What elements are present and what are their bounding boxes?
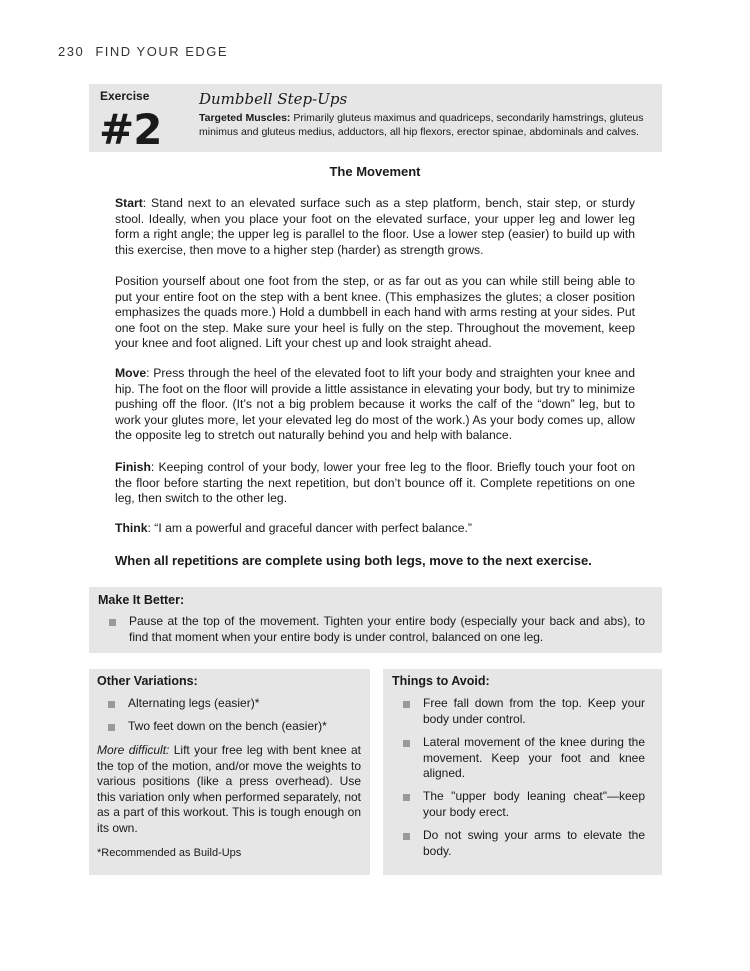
list-item: Alternating legs (easier)* [128, 696, 260, 710]
list-item: Pause at the top of the movement. Tighten your entire body (especially your back and abs), to find that moment when your entire body is under control, balanced on one leg. [129, 614, 645, 644]
list-item: The "upper body leaning cheat"—keep your body erect. [423, 789, 645, 819]
bullet-square-icon [403, 794, 410, 801]
exercise-label: Exercise [100, 89, 150, 103]
bullet-square-icon [109, 619, 116, 626]
muscles-text: Primarily gluteus maximus and quadriceps, secondarily hamstrings, gluteus minimus and gluteus medius, adductors, all hip flexors, erector spinae, abdominals and calves. [199, 112, 644, 138]
finish-paragraph [115, 460, 635, 507]
list-item: Two feet down on the bench (easier)* [128, 719, 327, 733]
other-variations-box [89, 669, 370, 875]
bullet-square-icon [108, 724, 115, 731]
running-head [58, 44, 228, 59]
start-text: : Stand next to an elevated surface such as a step platform, bench, stair step, or sturdy stool. Ideally, when you place your foot on the elevated surface, your upper leg and lower leg form a right angle; the upper leg is parallel to the floor. Use a lower step (easier) to build up with this exercise, then move to a higher step (harder) as strength grows. [115, 196, 635, 257]
things-to-avoid-box [383, 669, 662, 875]
footnote: *Recommended as Build-Ups [97, 847, 242, 859]
start-paragraph [115, 196, 635, 258]
closing-instruction: When all repetitions are complete using both legs, move to the next exercise. [115, 553, 592, 568]
muscles-label: Targeted Muscles: [199, 112, 291, 124]
make-it-better-title: Make It Better: [98, 593, 185, 607]
bullet-square-icon [403, 740, 410, 747]
start-label: Start [115, 196, 143, 210]
things-to-avoid-title: Things to Avoid: [392, 674, 490, 688]
more-difficult-label: More difficult: [97, 743, 170, 757]
exercise-number: #2 [99, 105, 162, 154]
book-title: FIND YOUR EDGE [95, 44, 229, 59]
think-label: Think [115, 521, 148, 535]
finish-label: Finish [115, 460, 151, 474]
bullet-square-icon [108, 701, 115, 708]
more-difficult-body: Lift your free leg with bent knee at the top of the motion, and/or move the weights to various positions (like a press overhead). Use this variation only when performed separately, not as a part of this workout. This is tough enough on its own. [97, 743, 361, 835]
page-number: 230 [58, 44, 85, 59]
position-paragraph: Position yourself about one foot from the step, or as far out as you can while still being able to put your entire foot on the step with a bent knee. (This emphasizes the glutes; a closer position emphasizes the quads more.) Hold a dumbbell in each hand with arms resting at your sides. Put one foot on the step. Make sure your heel is fully on the step. Throughout the movement, keep your knee and foot aligned. Lift your chest up and look straight ahead. [115, 274, 635, 350]
move-label: Move [115, 366, 147, 380]
more-difficult-text [97, 743, 361, 836]
move-paragraph [115, 366, 635, 444]
list-item: Free fall down from the top. Keep your body under control. [423, 696, 645, 726]
movement-title: The Movement [329, 164, 421, 179]
exercise-title: Dumbbell Step-Ups [199, 90, 348, 108]
finish-text: : Keeping control of your body, lower your free leg to the floor. Briefly touch your foot on the floor before starting the next repetition, but don’t bounce off it. Complete repetitions on one leg, then switch to the other leg. [115, 460, 635, 505]
think-paragraph [115, 521, 635, 537]
list-item: Do not swing your arms to elevate the body. [423, 828, 645, 858]
think-text: : “I am a powerful and graceful dancer with perfect balance.” [147, 521, 472, 535]
bullet-square-icon [403, 833, 410, 840]
make-it-better-box [89, 587, 662, 653]
list-item: Lateral movement of the knee during the movement. Keep your foot and knee aligned. [423, 735, 645, 780]
bullet-square-icon [403, 701, 410, 708]
exercise-header [89, 84, 662, 152]
targeted-muscles [199, 111, 651, 139]
other-variations-title: Other Variations: [97, 674, 198, 688]
move-text: : Press through the heel of the elevated foot to lift your body and straighten your knee and hip. The foot on the floor will provide a little assistance in elevating your body, but try to minimize pushing off the floor. (It’s not a big problem because it works the calf of the “down” leg, but to work your glutes more, let your elevated leg do most of the work.) As your body comes up, allow the opposite leg to stretch out naturally behind you and help with balance. [115, 366, 635, 442]
